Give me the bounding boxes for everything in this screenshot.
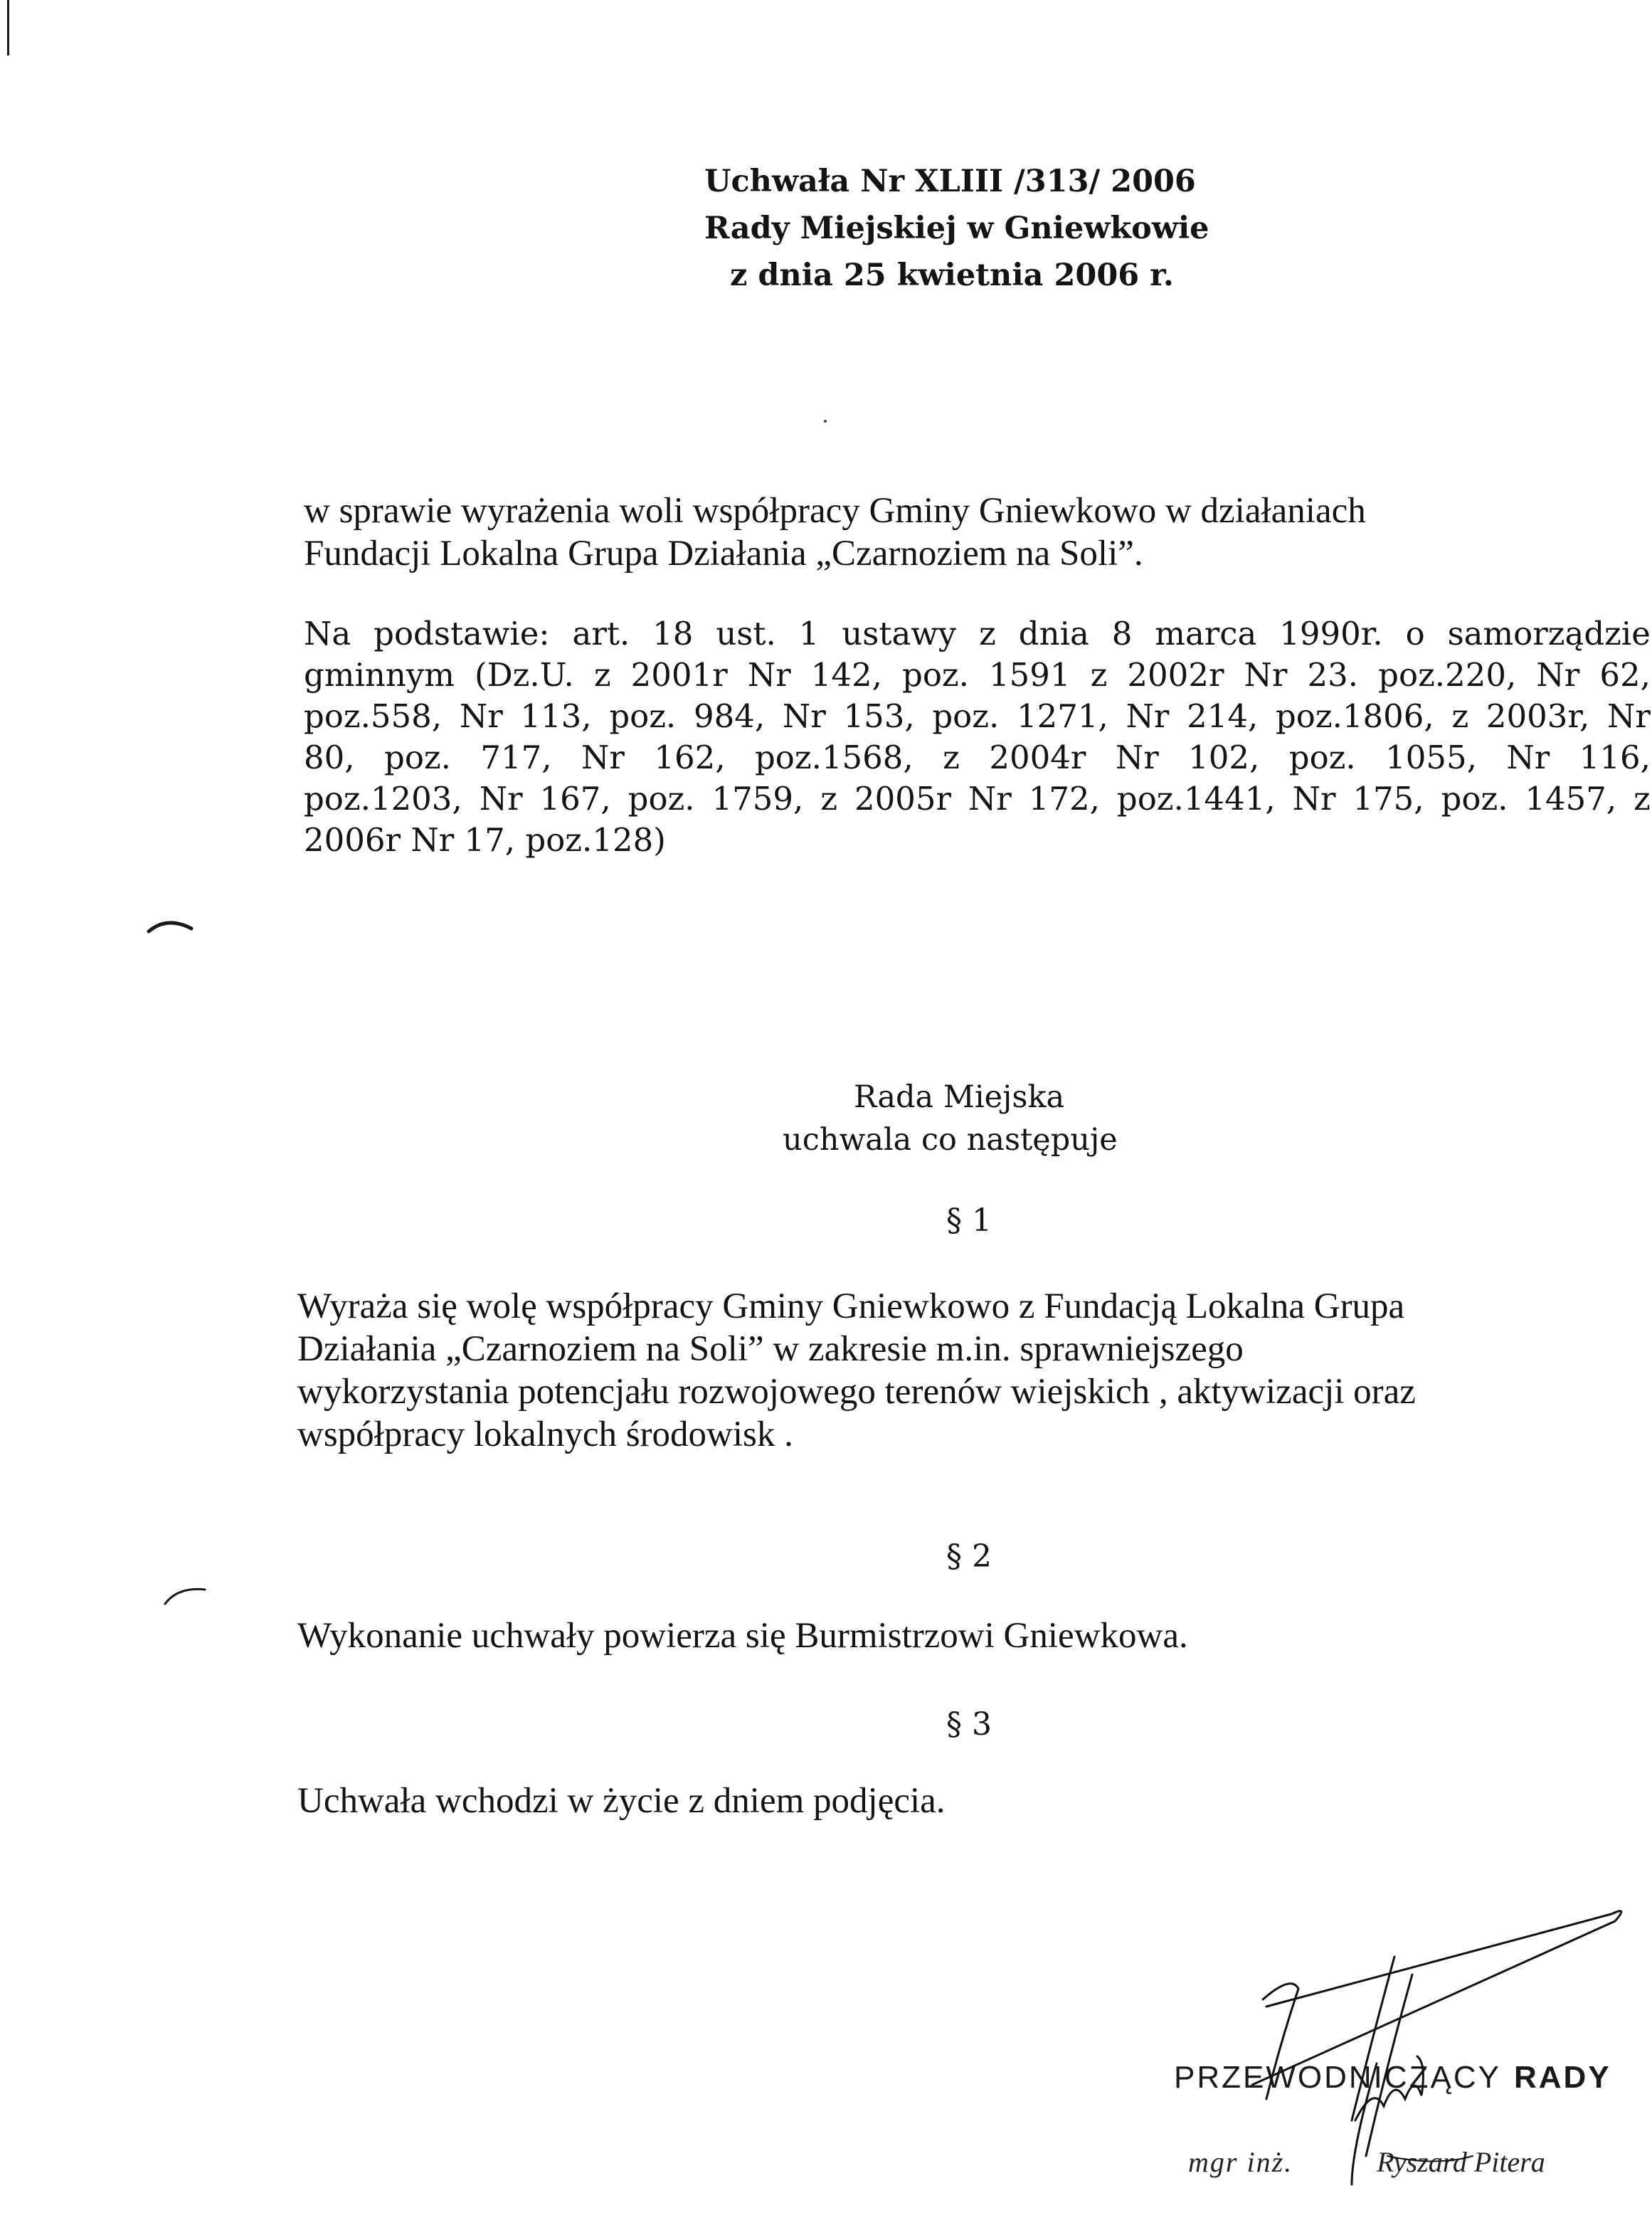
section-1-line-2: Działania „Czarnoziem na Soli” w zakresie m.in. sprawniejszego [297, 1329, 1244, 1369]
legal-basis-word: ustawy [842, 615, 957, 652]
legal-basis-word: poz.220, [1378, 656, 1517, 694]
legal-basis-word: Nr [479, 780, 523, 818]
legal-basis-word: poz.558, [304, 697, 443, 735]
legal-basis-word: poz.1203, [304, 780, 462, 818]
section-1-sign: § 1 [946, 1202, 992, 1239]
legal-basis-word: poz. [1441, 780, 1508, 818]
legal-basis-word: 167, [539, 780, 611, 818]
margin-pen-mark-1 [146, 914, 196, 936]
legal-basis-word: 984, [693, 697, 766, 735]
legal-basis-line [304, 613, 1651, 655]
legal-basis-word: z [593, 656, 611, 694]
legal-basis-line [304, 778, 1651, 820]
legal-basis-line [304, 696, 1651, 737]
signatory-title-suffix: RADY [1514, 2060, 1611, 2095]
council-name: Rady Miejskiej w Gniewkowie [704, 211, 1209, 246]
section-2-sign: § 2 [946, 1538, 992, 1575]
legal-basis-word: art. [572, 615, 630, 652]
legal-basis-word: 1 [798, 615, 820, 652]
legal-basis-word: poz. [902, 656, 969, 694]
resolution-heading [704, 158, 1209, 299]
legal-basis-word: 2006r Nr 17, poz.128) [304, 821, 666, 859]
legal-basis-word: poz. [384, 739, 451, 776]
legal-basis-word: 1759, [711, 780, 804, 818]
legal-basis-word: poz.1441, [1116, 780, 1276, 818]
legal-basis-word: poz. [932, 697, 1000, 735]
legal-basis-word: Nr [968, 780, 1012, 818]
legal-basis-word: 142, [810, 656, 882, 694]
signature-block [1138, 1850, 1636, 2206]
legal-basis-word: poz. [1288, 739, 1356, 776]
legal-basis-word: 80, [304, 739, 355, 776]
legal-basis-word: Nr [459, 697, 503, 735]
legal-basis-word: marca [1155, 615, 1257, 652]
legal-basis-word: Nr [782, 697, 826, 735]
legal-basis-word: 113, [520, 697, 592, 735]
council-line-1: Rada Miejska [854, 1079, 1065, 1115]
legal-basis-word: samorządzie [1447, 615, 1651, 652]
legal-basis-word: Nr [581, 739, 625, 776]
legal-basis-word: 717, [480, 739, 552, 776]
legal-basis-word: 153, [843, 697, 915, 735]
section-1-line-1: Wyraża się wolę współpracy Gminy Gniewkowo z Fundacją Lokalna Grupa [297, 1286, 1405, 1326]
legal-basis-word: 1457, [1525, 780, 1617, 818]
legal-basis-word: 102, [1188, 739, 1260, 776]
legal-basis-word: 172, [1028, 780, 1100, 818]
legal-basis-word: Nr [1126, 697, 1170, 735]
legal-basis-word: o [1405, 615, 1425, 652]
legal-basis-word: 23. [1307, 656, 1359, 694]
legal-basis-line [304, 655, 1651, 696]
legal-basis-word: Nr [1292, 780, 1336, 818]
legal-basis-word: 116, [1579, 739, 1651, 776]
section-3-text: Uchwała wchodzi w życie z dniem podjęcia. [297, 1781, 946, 1821]
resolution-number: Uchwała Nr XLIII /313/ 2006 [704, 164, 1196, 199]
legal-basis-word: Nr [1244, 656, 1288, 694]
council-statement [783, 1076, 1118, 1161]
legal-basis-word: (Dz.U. [475, 656, 574, 694]
margin-pen-mark-2 [162, 1581, 212, 1610]
legal-basis-word: poz.1806, [1276, 697, 1434, 735]
legal-basis-word: Na [304, 615, 351, 652]
legal-basis-word: poz. [628, 780, 695, 818]
subject-line-2: Fundacji Lokalna Grupa Działania „Czarnoziem na Soli”. [304, 534, 1143, 574]
resolution-subject [304, 490, 1366, 575]
legal-basis-word: Nr [1115, 739, 1159, 776]
legal-basis-word: 8 [1111, 615, 1133, 652]
section-3-sign: § 3 [946, 1706, 992, 1743]
legal-basis-word: podstawie: [374, 615, 550, 652]
scan-edge-mark [7, 0, 9, 56]
legal-basis-word: gminnym [304, 656, 455, 694]
legal-basis [304, 613, 1651, 861]
legal-basis-word: dnia [1018, 615, 1089, 652]
legal-basis-word: Nr [1536, 656, 1580, 694]
legal-basis-word: poz. [609, 697, 677, 735]
legal-basis-word: 2005r [854, 780, 951, 818]
legal-basis-word: z [1451, 697, 1469, 735]
legal-basis-word: 18 [652, 615, 694, 652]
legal-basis-word: Nr [1606, 697, 1651, 735]
legal-basis-word: z [820, 780, 837, 818]
legal-basis-word: z [1634, 780, 1651, 818]
legal-basis-word: z [1090, 656, 1108, 694]
legal-basis-line [304, 820, 1651, 861]
legal-basis-word: Nr [1506, 739, 1550, 776]
legal-basis-word: 175, [1352, 780, 1424, 818]
legal-basis-word: 162, [654, 739, 726, 776]
legal-basis-word: poz.1568, [754, 739, 914, 776]
legal-basis-word: 1055, [1385, 739, 1477, 776]
legal-basis-word: 1271, [1016, 697, 1108, 735]
section-2-text: Wykonanie uchwały powierza się Burmistrzowi Gniewkowa. [297, 1616, 1188, 1656]
legal-basis-word: z [979, 615, 996, 652]
legal-basis-word: Nr [747, 656, 791, 694]
legal-basis-word: z [943, 739, 960, 776]
signatory-full-name: Ryszard Pitera [1377, 2146, 1545, 2178]
legal-basis-word: 2001r [630, 656, 728, 694]
section-1-line-4: współpracy lokalnych środowisk . [297, 1415, 793, 1454]
signatory-title-main: PRZEWODNICZĄCY [1174, 2060, 1501, 2095]
section-1-text [297, 1285, 1416, 1456]
subject-line-1: w sprawie wyrażenia woli współpracy Gminy Gniewkowo w działaniach [304, 491, 1366, 531]
legal-basis-word: 214, [1187, 697, 1259, 735]
legal-basis-word: 2002r [1127, 656, 1224, 694]
resolution-date: z dnia 25 kwietnia 2006 r. [730, 258, 1174, 293]
legal-basis-word: 1990r. [1279, 615, 1383, 652]
legal-basis-word: 1591 [989, 656, 1071, 694]
signatory-degree: mgr inż. [1188, 2146, 1293, 2178]
section-1-line-3: wykorzystania potencjału rozwojowego terenów wiejskich , aktywizacji oraz [297, 1372, 1416, 1412]
legal-basis-word: ust. [716, 615, 776, 652]
handwritten-signature [1138, 1850, 1636, 2206]
legal-basis-word: 2003r, [1486, 697, 1590, 735]
legal-basis-word: 62, [1599, 656, 1651, 694]
council-line-2: uchwala co następuje [783, 1122, 1118, 1158]
scan-speck [824, 420, 827, 423]
legal-basis-word: 2004r [989, 739, 1086, 776]
legal-basis-line [304, 737, 1651, 778]
